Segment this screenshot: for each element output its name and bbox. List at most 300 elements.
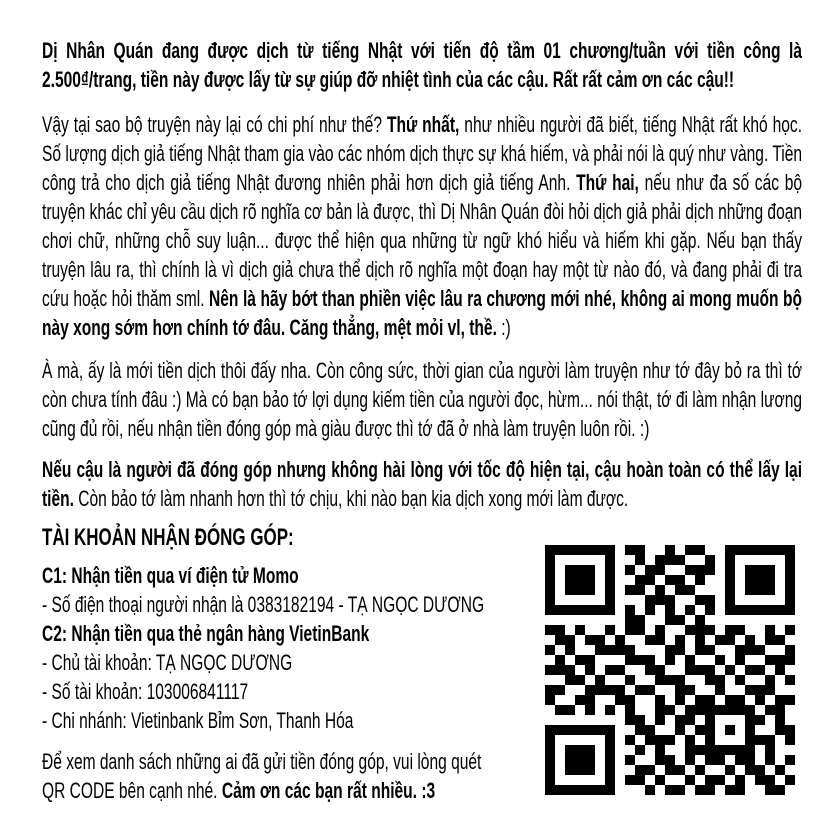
qr-module [655, 725, 665, 735]
qr-module [545, 575, 555, 585]
qr-module [575, 615, 585, 625]
qr-module [565, 725, 575, 735]
qr-module [655, 575, 665, 585]
qr-module [665, 555, 675, 565]
qr-module [755, 645, 765, 655]
qr-module [735, 745, 745, 755]
qr-module [585, 695, 595, 705]
qr-module [705, 565, 715, 575]
qr-module [785, 735, 795, 745]
qr-module [615, 545, 625, 555]
qr-module [685, 785, 695, 795]
qr-module [745, 645, 755, 655]
qr-module [715, 555, 725, 565]
qr-module [735, 655, 745, 665]
qr-module [765, 755, 775, 765]
qr-module [755, 685, 765, 695]
qr-module [715, 595, 725, 605]
qr-module [665, 625, 675, 635]
qr-module [545, 655, 555, 665]
qr-module [705, 755, 715, 765]
qr-module [545, 695, 555, 705]
qr-module [755, 665, 765, 675]
qr-module [685, 625, 695, 635]
qr-module [645, 695, 655, 705]
qr-module [635, 555, 645, 565]
qr-module [565, 755, 575, 765]
qr-module [565, 655, 575, 665]
qr-module [745, 655, 755, 665]
qr-module [695, 665, 705, 675]
qr-module [575, 755, 585, 765]
qr-module [745, 675, 755, 685]
qr-module [555, 605, 565, 615]
qr-module [705, 775, 715, 785]
qr-module [685, 715, 695, 725]
qr-module [695, 765, 705, 775]
qr-module [555, 615, 565, 625]
qr-module [715, 745, 725, 755]
text-segment: - Chủ tài khoản: TẠ NGỌC DƯƠNG [42, 650, 293, 675]
qr-module [715, 655, 725, 665]
qr-module [755, 605, 765, 615]
qr-module [625, 655, 635, 665]
qr-module [615, 755, 625, 765]
qr-module [665, 615, 675, 625]
qr-module [735, 625, 745, 635]
qr-module [755, 635, 765, 645]
qr-module [695, 775, 705, 785]
qr-module [685, 645, 695, 655]
qr-module [725, 635, 735, 645]
qr-module [695, 655, 705, 665]
qr-module [695, 785, 705, 795]
qr-module [785, 665, 795, 675]
qr-module [735, 765, 745, 775]
qr-module [705, 545, 715, 555]
qr-module [545, 595, 555, 605]
qr-module [545, 665, 555, 675]
qr-module [585, 585, 595, 595]
qr-module [725, 575, 735, 585]
text-segment: Còn bảo tớ làm nhanh hơn thì tớ chịu, khi nào bạn kia dịch xong mới làm được. [73, 486, 629, 511]
qr-module [555, 765, 565, 775]
qr-module [585, 605, 595, 615]
qr-module [775, 775, 785, 785]
qr-module [555, 755, 565, 765]
qr-module [615, 565, 625, 575]
qr-module [615, 635, 625, 645]
qr-module [625, 675, 635, 685]
qr-module [705, 625, 715, 635]
qr-module [775, 635, 785, 645]
qr-module [745, 605, 755, 615]
qr-module [645, 645, 655, 655]
qr-module [665, 715, 675, 725]
qr-module [575, 695, 585, 705]
qr-module [765, 595, 775, 605]
qr-module [635, 705, 645, 715]
qr-module [775, 585, 785, 595]
qr-module [665, 775, 675, 785]
qr-module [615, 715, 625, 725]
qr-module [785, 615, 795, 625]
qr-module [635, 685, 645, 695]
qr-module [775, 675, 785, 685]
qr-module [555, 675, 565, 685]
qr-module [555, 705, 565, 715]
qr-module [785, 755, 795, 765]
qr-module [665, 575, 675, 585]
qr-module [735, 545, 745, 555]
text-segment: - Số tài khoản: 103006841117 [42, 679, 249, 704]
qr-module [665, 595, 675, 605]
qr-module [675, 675, 685, 685]
qr-module [665, 745, 675, 755]
qr-module [775, 685, 785, 695]
qr-module [585, 765, 595, 775]
qr-module [745, 775, 755, 785]
qr-module [585, 745, 595, 755]
qr-module [645, 635, 655, 645]
qr-module [605, 685, 615, 695]
qr-module [625, 715, 635, 725]
qr-module [565, 705, 575, 715]
qr-module [675, 755, 685, 765]
qr-module [715, 545, 725, 555]
qr-module [745, 765, 755, 775]
qr-module [745, 625, 755, 635]
qr-module [615, 665, 625, 675]
qr-module [685, 615, 695, 625]
qr-module [785, 775, 795, 785]
qr-module [785, 585, 795, 595]
qr-module [595, 745, 605, 755]
qr-module [665, 545, 675, 555]
qr-module [545, 615, 555, 625]
qr-module [785, 595, 795, 605]
qr-module [755, 625, 765, 635]
qr-module [735, 605, 745, 615]
qr-module [605, 655, 615, 665]
qr-module [665, 565, 675, 575]
qr-module [675, 765, 685, 775]
qr-module [765, 545, 775, 555]
qr-module [675, 695, 685, 705]
qr-module [685, 755, 695, 765]
text-segment: À mà, ấy là mới tiền dịch thôi đấy nha. Còn công sức, thời gian của người làm truyện như tớ đây bỏ ra thì tớ còn chưa tính đâu :) Mà có bạn bảo tớ lợi dụng kiếm tiền của người đọc, hừm... nói thật, tớ đi làm nhận lương cũng đủ rồi, nếu nhận tiền đóng góp mà giàu được thì tớ đã ở nhà làm truyện luôn rồi. :) [42, 358, 803, 441]
qr-module [645, 785, 655, 795]
qr-module [655, 775, 665, 785]
qr-module [585, 555, 595, 565]
qr-module [595, 615, 605, 625]
qr-module [765, 645, 775, 655]
qr-module [725, 645, 735, 655]
qr-module [735, 775, 745, 785]
qr-module [735, 645, 745, 655]
qr-module [565, 735, 575, 745]
qr-module [655, 705, 665, 715]
qr-module [545, 585, 555, 595]
qr-module [665, 635, 675, 645]
qr-module [695, 685, 705, 695]
qr-module [695, 725, 705, 735]
qr-module [695, 735, 705, 745]
qr-module [655, 565, 665, 575]
qr-module [675, 725, 685, 735]
qr-module [775, 555, 785, 565]
qr-module [715, 665, 725, 675]
bold-text-segment: Nên là hãy bớt than phiền việc lâu ra chương mới nhé, không ai mong muốn bộ này xong sớm hơn chính tớ đâu. Căng thẳng, mệt mỏi vl, thề. [42, 286, 803, 340]
qr-module [565, 665, 575, 675]
qr-module [755, 705, 765, 715]
qr-module [665, 665, 675, 675]
qr-module [695, 755, 705, 765]
qr-module [545, 745, 555, 755]
qr-module [625, 785, 635, 795]
qr-module [785, 605, 795, 615]
qr-module [565, 745, 575, 755]
qr-module [665, 675, 675, 685]
qr-module [565, 565, 575, 575]
qr-module [605, 715, 615, 725]
donation-account-list [42, 561, 544, 735]
qr-module [555, 625, 565, 635]
qr-module [635, 715, 645, 725]
qr-module [775, 665, 785, 675]
qr-module [765, 725, 775, 735]
qr-module [595, 775, 605, 785]
qr-module [745, 555, 755, 565]
qr-module [585, 635, 595, 645]
qr-module [705, 725, 715, 735]
qr-module [775, 645, 785, 655]
qr-module [685, 585, 695, 595]
qr-module [775, 755, 785, 765]
qr-module [785, 785, 795, 795]
qr-module [755, 765, 765, 775]
qr-module [585, 675, 595, 685]
qr-module [635, 735, 645, 745]
qr-module [745, 705, 755, 715]
qr-module [735, 595, 745, 605]
qr-module [605, 775, 615, 785]
paragraph-cost-explanation [42, 110, 802, 342]
qr-module [705, 675, 715, 685]
qr-module [625, 695, 635, 705]
qr-module [555, 785, 565, 795]
qr-module [725, 715, 735, 725]
qr-module [675, 715, 685, 725]
qr-module [775, 575, 785, 585]
qr-module [775, 705, 785, 715]
bold-text-segment: C2: Nhận tiền qua thẻ ngân hàng VietinBank [42, 621, 370, 646]
qr-module [725, 785, 735, 795]
qr-module [725, 665, 735, 675]
qr-module [595, 555, 605, 565]
bold-text-segment: Dị Nhân Quán đang được dịch từ tiếng Nhật với tiến độ tầm 01 chương/tuần với tiền công là 2.500₫/trang, tiền này được lấy từ sự giúp đỡ nhiệt tình của các cậu. Rất rất cảm ơn các cậu!! [42, 38, 803, 92]
qr-module [555, 555, 565, 565]
qr-module [765, 655, 775, 665]
qr-module [715, 695, 725, 705]
qr-module [655, 635, 665, 645]
qr-module [595, 545, 605, 555]
qr-module [775, 625, 785, 635]
qr-module [635, 645, 645, 655]
qr-module [725, 755, 735, 765]
qr-module [615, 585, 625, 595]
qr-module [675, 775, 685, 785]
qr-module [565, 775, 575, 785]
qr-module [735, 735, 745, 745]
qr-module [755, 725, 765, 735]
qr-module [685, 745, 695, 755]
qr-module [595, 705, 605, 715]
qr-module [685, 575, 695, 585]
qr-module [715, 575, 725, 585]
qr-module [695, 585, 705, 595]
qr-module [765, 675, 775, 685]
qr-module [685, 725, 695, 735]
qr-module [715, 765, 725, 775]
qr-module [705, 665, 715, 675]
qr-module [725, 555, 735, 565]
qr-module [695, 635, 705, 645]
qr-module [605, 675, 615, 685]
qr-module [565, 635, 575, 645]
qr-module [555, 715, 565, 725]
qr-module [625, 645, 635, 655]
qr-module [615, 785, 625, 795]
qr-module [755, 675, 765, 685]
qr-module [625, 605, 635, 615]
qr-module [735, 615, 745, 625]
qr-module [555, 745, 565, 755]
qr-module [625, 755, 635, 765]
qr-module [685, 605, 695, 615]
text-segment: nếu như đa số các bộ truyện khác chỉ yêu cầu dịch rõ nghĩa cơ bản là được, thì Dị Nhân Quán đòi hỏi dịch giả phải dịch những đoạn chơi chữ, những chỗ suy luận... được thể hiện qua những từ ngữ khó hiểu và hiếm khi gặp. Nếu bạn thấy truyện lâu ra, thì chính là vì dịch giả chưa thể dịch rõ nghĩa một đoạn hay một từ nào đó, và đang phải đi tra cứu hoặc hỏi thăm sml. [42, 170, 803, 311]
qr-module [565, 785, 575, 795]
qr-module [675, 565, 685, 575]
qr-module [745, 545, 755, 555]
qr-module [715, 725, 725, 735]
qr-module [555, 595, 565, 605]
qr-module [765, 625, 775, 635]
qr-module [655, 655, 665, 665]
qr-module [745, 565, 755, 575]
qr-module [775, 565, 785, 575]
qr-module [775, 605, 785, 615]
qr-module [665, 785, 675, 795]
qr-module [575, 735, 585, 745]
qr-module [655, 695, 665, 705]
qr-module [575, 665, 585, 675]
qr-module [695, 675, 705, 685]
qr-module [695, 595, 705, 605]
qr-module [635, 765, 645, 775]
qr-module [625, 635, 635, 645]
qr-module [785, 695, 795, 705]
qr-module [545, 635, 555, 645]
qr-module [755, 775, 765, 785]
qr-module [635, 675, 645, 685]
qr-module [745, 715, 755, 725]
qr-module [555, 665, 565, 675]
qr-module [615, 595, 625, 605]
text-segment: - Số điện thoại người nhận là 0383182194 - TẠ NGỌC DƯƠNG [42, 592, 485, 617]
qr-module [655, 625, 665, 635]
qr-module [675, 635, 685, 645]
qr-module [645, 685, 655, 695]
qr-module [785, 765, 795, 775]
qr-module [565, 585, 575, 595]
qr-module [715, 755, 725, 765]
qr-module [755, 595, 765, 605]
qr-module [745, 615, 755, 625]
qr-module [775, 695, 785, 705]
qr-module [595, 645, 605, 655]
qr-module [585, 575, 595, 585]
qr-module [715, 785, 725, 795]
qr-module [555, 655, 565, 665]
qr-module [745, 755, 755, 765]
qr-module [615, 745, 625, 755]
qr-module [715, 735, 725, 745]
qr-module [595, 605, 605, 615]
qr-module [735, 725, 745, 735]
qr-module [565, 685, 575, 695]
qr-module [675, 545, 685, 555]
qr-module [745, 595, 755, 605]
qr-module [735, 565, 745, 575]
qr-module [625, 725, 635, 735]
qr-module [645, 655, 655, 665]
bold-text-segment: Cảm ơn các bạn rất nhiều. :3 [221, 778, 436, 803]
qr-module [575, 655, 585, 665]
qr-module [765, 685, 775, 695]
qr-module [585, 725, 595, 735]
qr-module [565, 545, 575, 555]
text-segment: Vậy tại sao bộ truyện này lại có chi phí như thế? [42, 112, 387, 137]
qr-module [655, 545, 665, 555]
qr-module [585, 615, 595, 625]
qr-module [615, 695, 625, 705]
qr-module [635, 665, 645, 675]
qr-module [725, 615, 735, 625]
qr-module [685, 595, 695, 605]
qr-module [605, 755, 615, 765]
qr-module [605, 545, 615, 555]
qr-module [705, 615, 715, 625]
qr-module [635, 545, 645, 555]
qr-module [765, 735, 775, 745]
qr-module [545, 625, 555, 635]
qr-module [755, 565, 765, 575]
qr-module [695, 565, 705, 575]
qr-module [785, 565, 795, 575]
qr-module [595, 735, 605, 745]
qr-module [765, 555, 775, 565]
donation-line-momo-phone [42, 590, 544, 619]
qr-module [585, 705, 595, 715]
qr-module [595, 675, 605, 685]
qr-module [725, 775, 735, 785]
qr-module [565, 675, 575, 685]
qr-module [575, 775, 585, 785]
qr-module [765, 585, 775, 595]
qr-module [675, 665, 685, 675]
qr-module [635, 655, 645, 665]
